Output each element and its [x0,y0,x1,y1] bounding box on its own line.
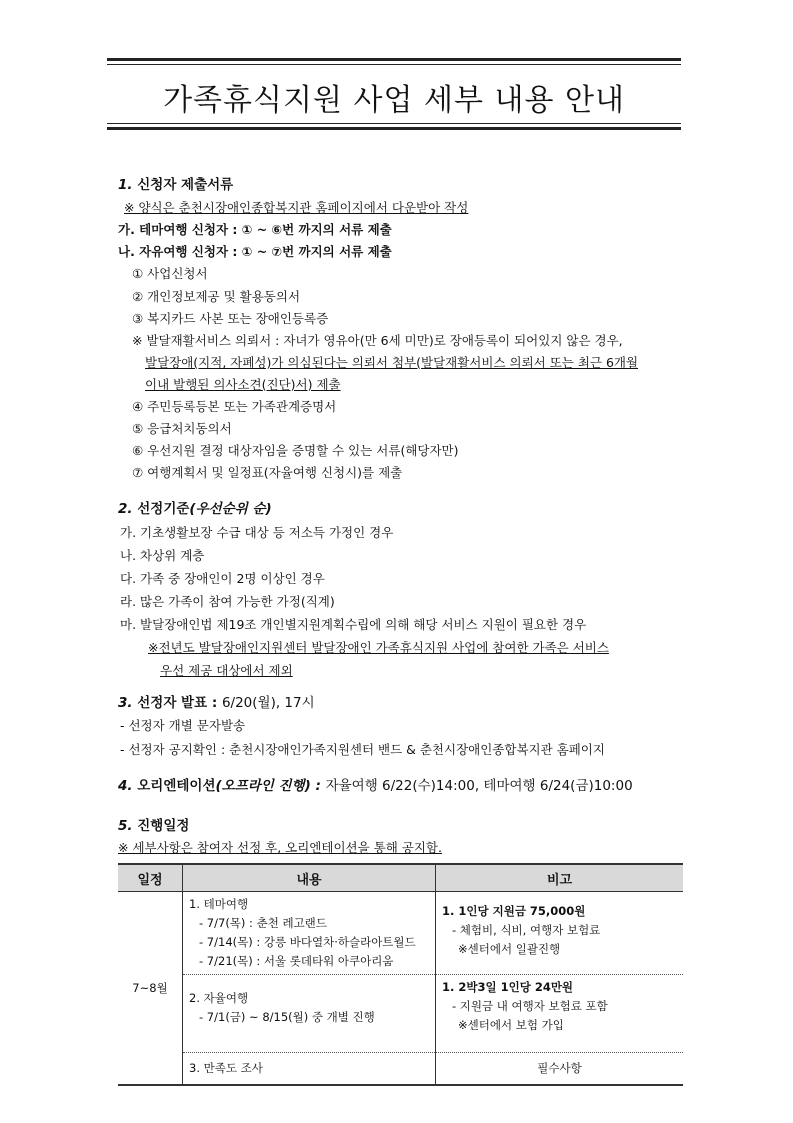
announce-item-2: - 선정자 공지확인 : 춘천시장애인가족지원센터 밴드 & 춘천시장애인종합복지관 홈페이지 [120,742,605,757]
theme-trip-cell: 1. 테마여행 - 7/7(목) : 춘천 레고랜드 - 7/14(목) : 강릉 바다열차·하슬라아트월드 - 7/21(목) : 서울 롯데타워 아쿠아리움 [183,892,436,975]
criteria-note-line-1: ※전년도 발달장애인지원센터 발달장애인 가족휴식지원 사업에 참여한 가족은 서비스 [148,640,609,655]
header-remark: 비고 [436,864,684,892]
schedule-table [118,863,683,1086]
doc-item-5: ⑤ 응급처치동의서 [132,421,232,436]
criteria-note-line-2: 우선 제공 대상에서 제외 [160,663,293,678]
survey-note-cell: 필수사항 [436,1053,684,1086]
theme-trip-note-cell: 1. 1인당 지원금 75,000원 - 체험비, 식비, 여행자 보험료 ※센터에서 일괄진행 [436,892,684,975]
doc-item-6: ⑥ 우선지원 결정 대상자임을 증명할 수 있는 서류(해당자만) [132,443,459,458]
table-row [118,1053,683,1086]
criteria-item-1: 가. 기초생활보장 수급 대상 등 저소득 가정인 경우 [120,525,394,540]
doc-item-7: ⑦ 여행계획서 및 일정표(자율여행 신청시)를 제출 [132,465,403,480]
criteria-item-4: 라. 많은 가족이 참여 가능한 가정(직계) [120,594,335,609]
date-cell: 7~8월 [118,892,183,1086]
section-1-note: ※ 양식은 춘천시장애인종합복지관 홈페이지에서 다운받아 작성 [124,200,469,215]
doc-note-line-2: 발달장애(지적, 자폐성)가 의심된다는 의뢰서 첨부(발달재활서비스 의뢰서 또는 최근 6개월 [145,355,639,370]
section-5-note: ※ 세부사항은 참여자 선정 후, 오리엔테이션을 통해 공지함. [118,840,442,855]
header-date: 일정 [118,864,183,892]
doc-item-3: ③ 복지카드 사본 또는 장애인등록증 [132,311,329,326]
survey-cell: 3. 만족도 조사 [183,1053,436,1086]
table-row [118,975,683,1053]
section-1-ga: 가. 테마여행 신청자 : ① ~ ⑥번 까지의 서류 제출 [118,222,392,237]
section-2-heading: 2. 선정기준(우선순위 순) [118,501,272,517]
table-header-row [118,864,683,892]
doc-note-line-3: 이내 발행된 의사소견(진단)서) 제출 [145,377,341,392]
header-content: 내용 [183,864,436,892]
doc-note-line-1: ※ 발달재활서비스 의뢰서 : 자녀가 영유아(만 6세 미만)로 장애등록이 되어있지 않은 경우, [132,333,623,348]
free-trip-cell: 2. 자율여행 - 7/1(금) ~ 8/15(월) 중 개별 진행 [183,975,436,1053]
doc-item-4: ④ 주민등록등본 또는 가족관계증명서 [132,399,337,414]
table-row [118,892,683,975]
section-3-heading: 3. 선정자 발표 : 6/20(월), 17시 [118,695,315,711]
section-1-heading: 1. 신청자 제출서류 [118,177,234,193]
page-title: 가족휴식지원 사업 세부 내용 안내 [163,83,625,118]
section-5-heading: 5. 진행일정 [118,818,190,834]
criteria-item-5: 마. 발달장애인법 제19조 개인별지원계획수립에 의해 해당 서비스 지원이 필요한 경우 [120,617,587,632]
doc-item-1: ① 사업신청서 [132,266,208,281]
free-trip-note-cell: 1. 2박3일 1인당 24만원 - 지원금 내 여행자 보험료 포함 ※센터에서 보험 가입 [436,975,684,1053]
criteria-item-2: 나. 차상위 계층 [120,548,205,563]
announce-item-1: - 선정자 개별 문자발송 [120,718,246,733]
title-box [107,58,681,130]
doc-item-2: ② 개인정보제공 및 활용동의서 [132,289,301,304]
section-1-na: 나. 자유여행 신청자 : ① ~ ⑦번 까지의 서류 제출 [118,244,392,259]
section-4-heading: 4. 오리엔테이션(오프라인 진행) : 자율여행 6/22(수)14:00, 테마여행 6/24(금)10:00 [118,778,633,794]
criteria-item-3: 다. 가족 중 장애인이 2명 이상인 경우 [120,571,325,586]
